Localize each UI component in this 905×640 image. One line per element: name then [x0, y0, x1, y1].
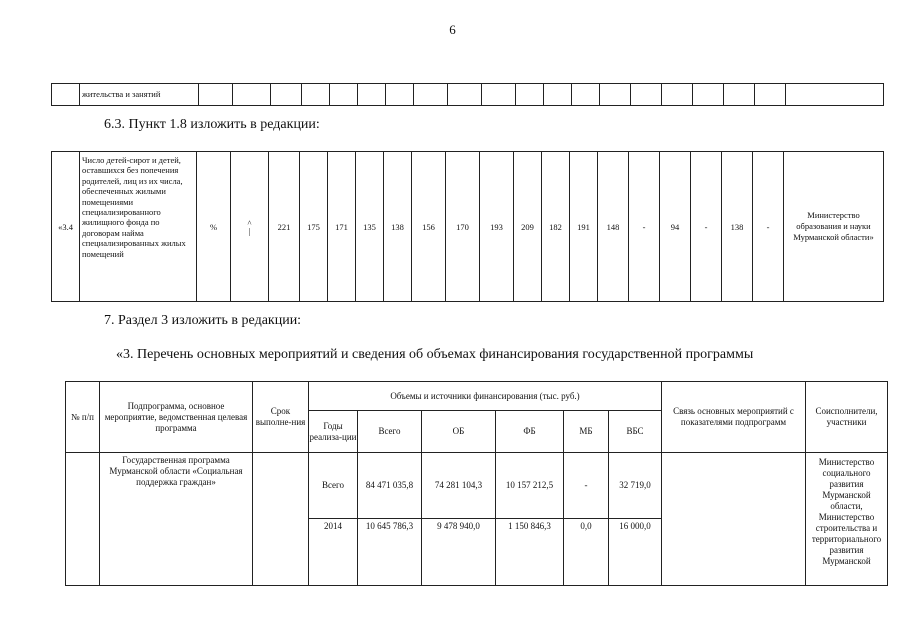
fb-cell: 1 150 846,3 — [496, 519, 564, 586]
value-cell: 191 — [570, 152, 598, 302]
value-cell: 193 — [480, 152, 514, 302]
responsible-ministry: Министерство образования и науки Мурманской области» — [784, 152, 884, 302]
header-link: Связь основных мероприятий с показателями подпрограмм — [662, 382, 806, 453]
heading-program-list: «3. Перечень основных мероприятий и сведения об объемах финансирования государственной программы — [116, 347, 754, 362]
header-years: Годы реализа-ции — [309, 411, 358, 453]
header-row — [66, 382, 888, 411]
header-mb: МБ — [564, 411, 609, 453]
vbs-cell: 16 000,0 — [609, 519, 662, 586]
total-cell: 10 645 786,3 — [358, 519, 422, 586]
continuation-text: жительства и занятий — [80, 84, 199, 106]
continuation-table — [51, 83, 884, 106]
heading-section-3: 7. Раздел 3 изложить в редакции: — [104, 313, 302, 328]
indicator-unit: % — [197, 152, 231, 302]
value-cell: 148 — [598, 152, 629, 302]
value-cell: 170 — [446, 152, 480, 302]
value-cell: 94 — [660, 152, 691, 302]
header-fb: ФБ — [496, 411, 564, 453]
direction-arrow-icon: ^ | — [231, 152, 269, 302]
indicator-description: Число детей-сирот и детей, оставшихся без попечения родителей, лиц из их числа, обеспеченных жилыми помещениями специализированного жилищного фонда по договорам найма специализированных жилых помещений — [80, 152, 197, 302]
row-number: «3.4 — [52, 152, 80, 302]
header-subprogram: Подпрограмма, основное мероприятие, ведомственная целевая программа — [100, 382, 253, 453]
page-number: 6 — [449, 22, 456, 37]
value-cell: 138 — [722, 152, 753, 302]
value-cell: 175 — [300, 152, 328, 302]
table-row — [66, 453, 888, 519]
year-cell: Всего — [309, 453, 358, 519]
value-cell: 182 — [542, 152, 570, 302]
value-cell: 171 — [328, 152, 356, 302]
header-ob: ОБ — [422, 411, 496, 453]
heading-point-1-8: 6.3. Пункт 1.8 изложить в редакции: — [104, 117, 320, 132]
fb-cell: 10 157 212,5 — [496, 453, 564, 519]
header-num: № п/п — [66, 382, 100, 453]
table-row — [52, 152, 884, 302]
finance-table — [65, 381, 888, 586]
value-cell: 156 — [412, 152, 446, 302]
year-cell: 2014 — [309, 519, 358, 586]
value-cell: - — [691, 152, 722, 302]
value-cell: 135 — [356, 152, 384, 302]
header-total: Всего — [358, 411, 422, 453]
program-name: Государственная программа Мурманской области «Социальная поддержка граждан» — [100, 453, 253, 586]
header-volumes: Объемы и источники финансирования (тыс. руб.) — [309, 382, 662, 411]
coexecutors-cell: Министерство социального развития Мурманской области, Министерство строительства и территориального развития Мурманской — [806, 453, 888, 586]
indicator-table — [51, 151, 884, 302]
value-cell: 209 — [514, 152, 542, 302]
ob-cell: 9 478 940,0 — [422, 519, 496, 586]
ob-cell: 74 281 104,3 — [422, 453, 496, 519]
mb-cell: - — [564, 453, 609, 519]
value-cell: - — [629, 152, 660, 302]
header-term: Срок выполне-ния — [253, 382, 309, 453]
header-vbs: ВБС — [609, 411, 662, 453]
value-cell: - — [753, 152, 784, 302]
table-row — [52, 84, 884, 106]
value-cell: 221 — [269, 152, 300, 302]
mb-cell: 0,0 — [564, 519, 609, 586]
total-cell: 84 471 035,8 — [358, 453, 422, 519]
value-cell: 138 — [384, 152, 412, 302]
header-coexecutors: Соисполнители, участники — [806, 382, 888, 453]
vbs-cell: 32 719,0 — [609, 453, 662, 519]
